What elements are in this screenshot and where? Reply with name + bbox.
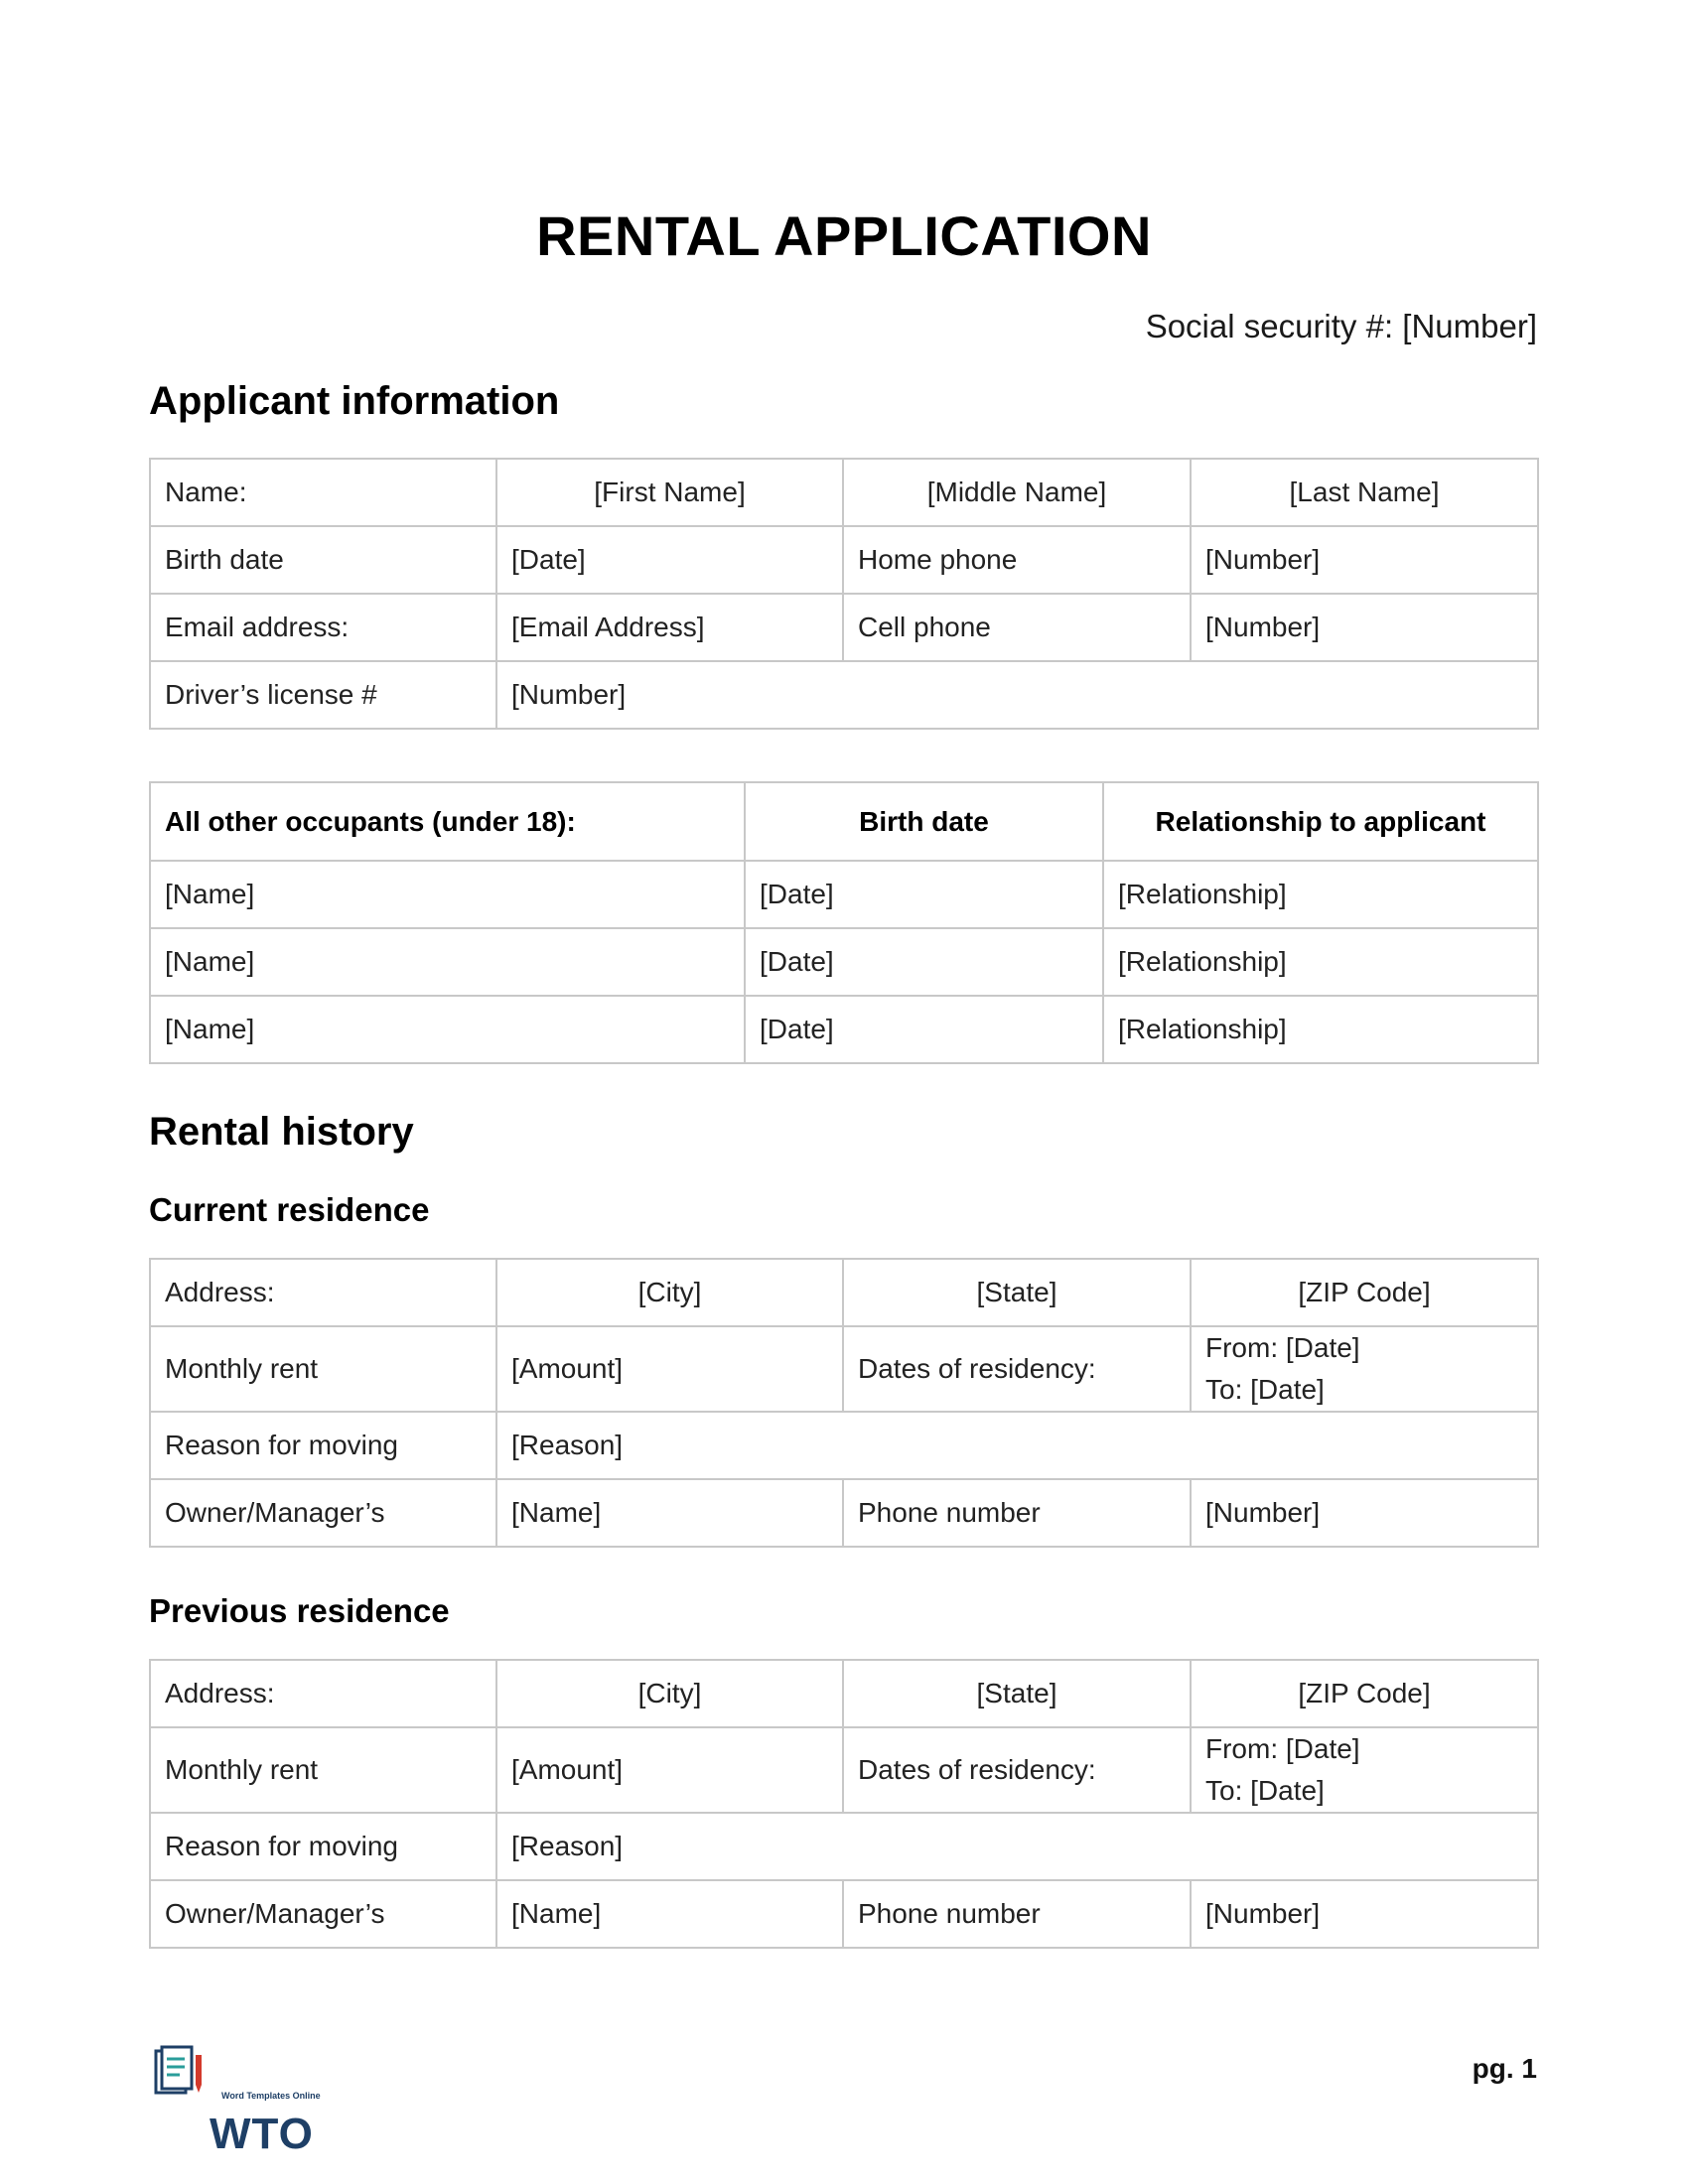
section-heading-current-residence: Current residence <box>149 1191 430 1228</box>
table-row <box>150 928 1538 996</box>
occupant-relationship-field[interactable]: [Relationship] <box>1103 928 1538 996</box>
document-pen-icon <box>152 2045 208 2105</box>
birth-date-label: Birth date <box>150 526 496 594</box>
table-row <box>150 526 1538 594</box>
drivers-license-label: Driver’s license # <box>150 661 496 729</box>
dates-of-residency-label: Dates of residency: <box>843 1727 1191 1813</box>
owner-manager-field[interactable]: [Name] <box>496 1880 843 1948</box>
state-field[interactable]: [State] <box>843 1259 1191 1326</box>
occupant-name-field[interactable]: [Name] <box>150 996 745 1063</box>
to-date-field[interactable]: To: [Date] <box>1205 1775 1325 1806</box>
occupant-relationship-field[interactable]: [Relationship] <box>1103 861 1538 928</box>
table-row <box>150 1412 1538 1479</box>
middle-name-field[interactable]: [Middle Name] <box>843 459 1191 526</box>
owner-manager-label: Owner/Manager’s <box>150 1479 496 1547</box>
city-field[interactable]: [City] <box>496 1660 843 1727</box>
occupant-birth-date-field[interactable]: [Date] <box>745 861 1103 928</box>
dates-of-residency-field[interactable] <box>1191 1727 1538 1813</box>
table-row <box>150 1813 1538 1880</box>
page-title: RENTAL APPLICATION <box>536 205 1152 267</box>
reason-for-moving-field[interactable]: [Reason] <box>496 1813 1538 1880</box>
table-row <box>150 861 1538 928</box>
applicant-table <box>149 458 1539 730</box>
phone-number-label: Phone number <box>843 1880 1191 1948</box>
home-phone-label: Home phone <box>843 526 1191 594</box>
table-row <box>150 1727 1538 1813</box>
cell-phone-field[interactable]: [Number] <box>1191 594 1538 661</box>
reason-for-moving-label: Reason for moving <box>150 1412 496 1479</box>
address-label: Address: <box>150 1660 496 1727</box>
first-name-field[interactable]: [First Name] <box>496 459 843 526</box>
table-row <box>150 1880 1538 1948</box>
address-label: Address: <box>150 1259 496 1326</box>
occupant-name-field[interactable]: [Name] <box>150 928 745 996</box>
monthly-rent-field[interactable]: [Amount] <box>496 1727 843 1813</box>
logo-text: WTO <box>210 2110 314 2158</box>
monthly-rent-label: Monthly rent <box>150 1326 496 1412</box>
page-number: pg. 1 <box>1472 2053 1537 2084</box>
occupants-header: All other occupants (under 18): <box>150 782 745 861</box>
table-row <box>150 459 1538 526</box>
table-row <box>150 1479 1538 1547</box>
table-row <box>150 594 1538 661</box>
email-label: Email address: <box>150 594 496 661</box>
phone-number-field[interactable]: [Number] <box>1191 1479 1538 1547</box>
table-row <box>150 661 1538 729</box>
phone-number-field[interactable]: [Number] <box>1191 1880 1538 1948</box>
current-residence-table <box>149 1258 1539 1548</box>
city-field[interactable]: [City] <box>496 1259 843 1326</box>
section-heading-rental-history: Rental history <box>149 1110 414 1154</box>
occupant-birth-date-field[interactable]: [Date] <box>745 996 1103 1063</box>
birth-date-header: Birth date <box>745 782 1103 861</box>
home-phone-field[interactable]: [Number] <box>1191 526 1538 594</box>
owner-manager-label: Owner/Manager’s <box>150 1880 496 1948</box>
occupants-table <box>149 781 1539 1064</box>
reason-for-moving-field[interactable]: [Reason] <box>496 1412 1538 1479</box>
occupant-name-field[interactable]: [Name] <box>150 861 745 928</box>
zip-field[interactable]: [ZIP Code] <box>1191 1660 1538 1727</box>
name-label: Name: <box>150 459 496 526</box>
from-date-field[interactable]: From: [Date] <box>1205 1332 1360 1363</box>
table-row <box>150 1259 1538 1326</box>
state-field[interactable]: [State] <box>843 1660 1191 1727</box>
birth-date-field[interactable]: [Date] <box>496 526 843 594</box>
table-row <box>150 1326 1538 1412</box>
phone-number-label: Phone number <box>843 1479 1191 1547</box>
table-row <box>150 996 1538 1063</box>
occupant-birth-date-field[interactable]: [Date] <box>745 928 1103 996</box>
dates-of-residency-field[interactable] <box>1191 1326 1538 1412</box>
to-date-field[interactable]: To: [Date] <box>1205 1374 1325 1405</box>
section-heading-previous-residence: Previous residence <box>149 1592 450 1629</box>
relationship-header: Relationship to applicant <box>1103 782 1538 861</box>
wto-logo <box>152 2045 331 2158</box>
monthly-rent-label: Monthly rent <box>150 1727 496 1813</box>
from-date-field[interactable]: From: [Date] <box>1205 1733 1360 1764</box>
logo-subtitle: Word Templates Online <box>221 2091 321 2101</box>
dates-of-residency-label: Dates of residency: <box>843 1326 1191 1412</box>
table-header-row <box>150 782 1538 861</box>
reason-for-moving-label: Reason for moving <box>150 1813 496 1880</box>
social-security-field[interactable]: Social security #: [Number] <box>1145 308 1537 344</box>
zip-field[interactable]: [ZIP Code] <box>1191 1259 1538 1326</box>
cell-phone-label: Cell phone <box>843 594 1191 661</box>
table-row <box>150 1660 1538 1727</box>
email-field[interactable]: [Email Address] <box>496 594 843 661</box>
occupant-relationship-field[interactable]: [Relationship] <box>1103 996 1538 1063</box>
previous-residence-table <box>149 1659 1539 1949</box>
owner-manager-field[interactable]: [Name] <box>496 1479 843 1547</box>
section-heading-applicant: Applicant information <box>149 379 560 423</box>
monthly-rent-field[interactable]: [Amount] <box>496 1326 843 1412</box>
last-name-field[interactable]: [Last Name] <box>1191 459 1538 526</box>
drivers-license-field[interactable]: [Number] <box>496 661 1538 729</box>
